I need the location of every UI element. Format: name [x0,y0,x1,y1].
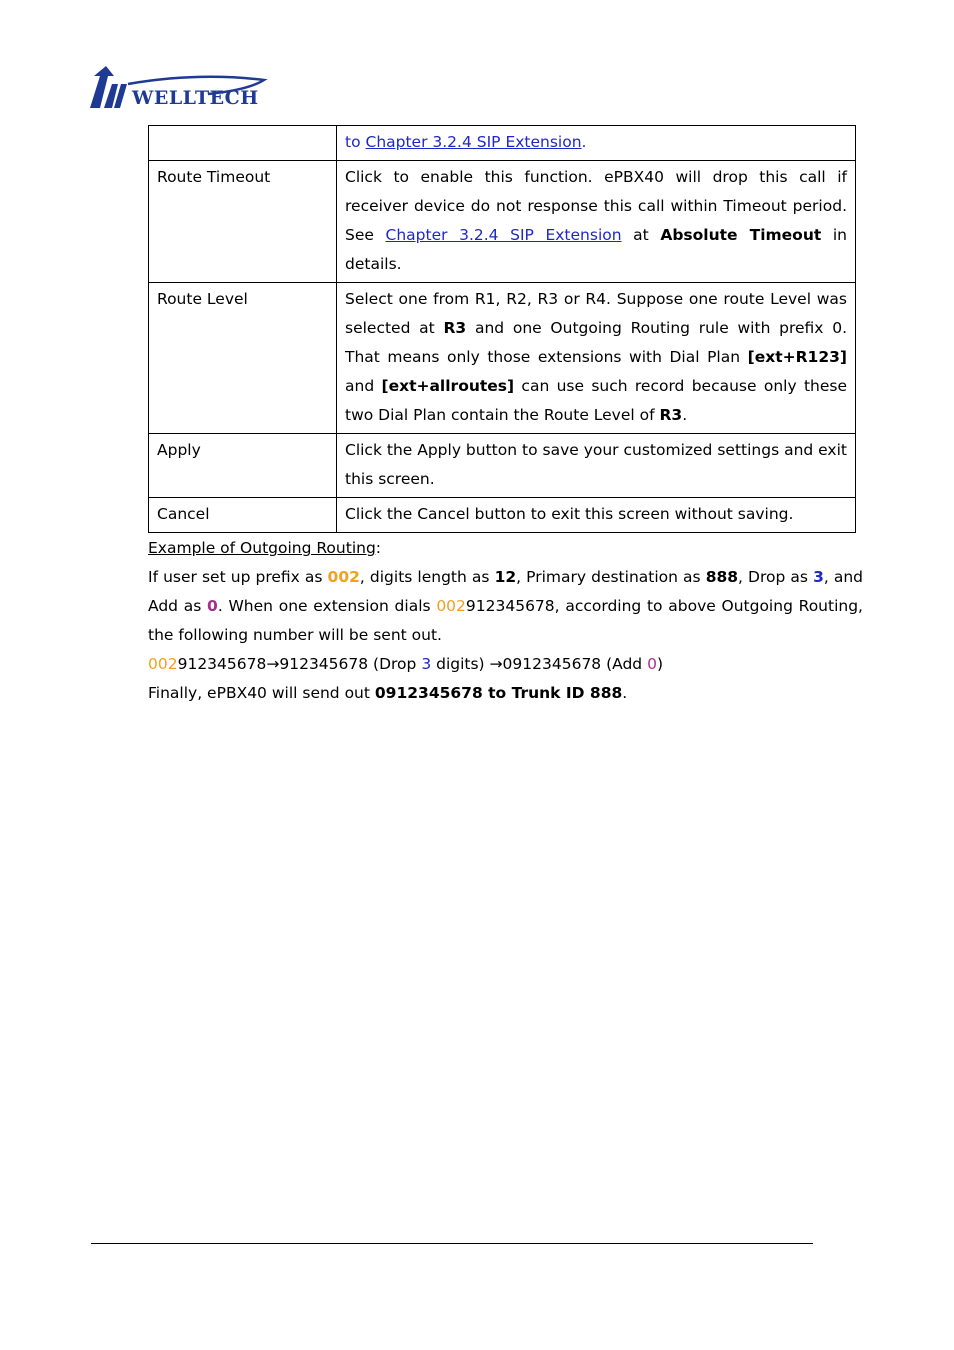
prefix-value: 002 [327,568,360,586]
paragraph-text: , and Add as [148,568,864,615]
example-section [148,534,863,708]
description-text: . [581,133,587,151]
example-heading-line [148,534,863,563]
description-text: Select one from R1, R2, R3 or R4. Suppose one route Level was selected at [345,290,847,337]
description-text: and one Outgoing Routing rule with prefix 0. That means only those extensions with Dial Plan [345,319,848,366]
paragraph-text: , according to above Outgoing Routing, the following number will be sent out. [148,597,863,644]
paragraph-text: , Drop as [738,568,814,586]
final-text: . [622,684,628,702]
chapter-link[interactable]: Chapter 3.2.4 SIP Extension [385,226,622,244]
description-text: can use such record because only these two Dial Plan contain the Route Level of [345,377,847,424]
description-text: in details. [345,226,848,273]
logo-text: WELLTECH [132,87,259,109]
table-cell-label: Apply [149,434,337,498]
table-cell-description: Click the Cancel button to exit this screen without saving. [337,498,856,533]
bold-term: [ext+R123] [747,348,847,366]
arrow-icon: → [266,655,280,673]
table-cell-label [149,126,337,161]
table-row [149,283,856,434]
table-cell-label: Route Level [149,283,337,434]
bold-term: Absolute Timeout [660,226,822,244]
conversion-text: ) [656,655,664,673]
arrow-icon: → [489,655,503,673]
length-value: 12 [494,568,517,586]
table-cell-label: Route Timeout [149,161,337,283]
heading-colon: : [375,539,382,557]
conversion-text: 0912345678 (Add [502,655,648,673]
table-cell-description [337,283,856,434]
bold-term: R3 [443,319,467,337]
chapter-link[interactable]: Chapter 3.2.4 SIP Extension [365,133,582,151]
example-heading: Example of Outgoing Routing [148,539,376,557]
table-row [149,434,856,498]
paragraph-text: If user set up prefix as [148,568,328,586]
paragraph-text: , Primary destination as [516,568,706,586]
destination-value: 888 [705,568,739,586]
bold-term: [ext+allroutes] [381,377,515,395]
description-text: . [682,406,688,424]
dial-rest: 912345678 [465,597,555,615]
bold-term: R3 [659,406,683,424]
table-row [149,161,856,283]
example-paragraph [148,563,863,650]
add-value: 0 [647,655,657,673]
drop-value: 3 [813,568,824,586]
dial-prefix: 002 [148,655,178,673]
welltech-logo [88,66,268,110]
conversion-text: 912345678 (Drop [279,655,422,673]
conversion-line [148,650,863,679]
table-cell-description [337,126,856,161]
add-value: 0 [207,597,218,615]
description-text: to [345,133,366,151]
dial-rest: 912345678 [177,655,267,673]
table-cell-label: Cancel [149,498,337,533]
settings-table [148,125,856,533]
footer-divider [91,1243,813,1244]
conversion-text: digits) [431,655,490,673]
table-row [149,498,856,533]
paragraph-text: . When one extension dials [217,597,437,615]
drop-value: 3 [421,655,432,673]
table-row [149,126,856,161]
description-text: Click to enable this function. ePBX40 will drop this call if receiver device do not response this call within Timeout period. See [345,168,847,244]
description-text: at [621,226,661,244]
paragraph-text: , digits length as [359,568,495,586]
final-bold: 0912345678 to Trunk ID 888 [374,684,623,702]
table-cell-description [337,161,856,283]
dial-prefix: 002 [436,597,466,615]
description-text: and [345,377,382,395]
final-line [148,679,863,708]
final-text: Finally, ePBX40 will send out [148,684,375,702]
table-cell-description: Click the Apply button to save your customized settings and exit this screen. [337,434,856,498]
